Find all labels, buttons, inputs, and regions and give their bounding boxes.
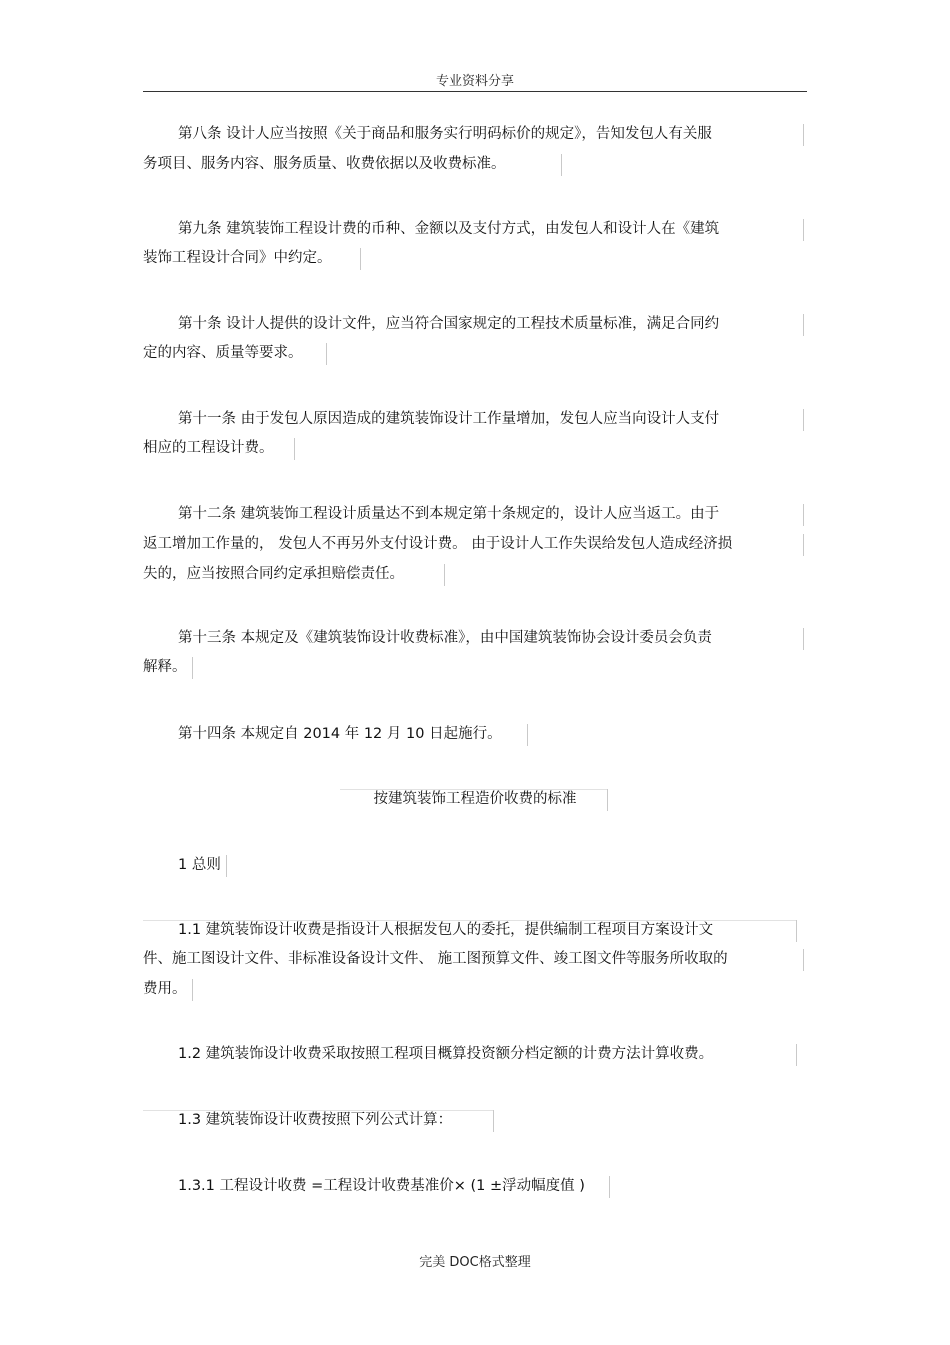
article-14-line-1: 第十四条 本规定自 2014 年 12 月 10 日起施行。 — [178, 726, 502, 742]
section-title: 按建筑装饰工程造价收费的标准 — [373, 791, 577, 807]
scan-artifact — [607, 789, 608, 811]
article-13-line-1: 第十三条 本规定及《建筑装饰设计收费标准》，由中国建筑装饰协会设计委员会负责 — [178, 630, 712, 646]
clause-1-3-line-1: 1.3 建筑装饰设计收费按照下列公式计算： — [178, 1112, 453, 1128]
header-rule — [143, 91, 807, 92]
page-footer: 完美 DOC格式整理 — [419, 1255, 531, 1270]
clause-1-3-1-line-1: 1.3.1 工程设计收费 =工程设计收费基准价× (1 ±浮动幅度值 ) — [178, 1178, 585, 1194]
article-9-line-1: 第九条 建筑装饰工程设计费的币种、金额以及支付方式，由发包人和设计人在《建筑 — [178, 221, 720, 237]
scan-artifact — [326, 343, 327, 365]
clause-1-1-line-2: 件、施工图设计文件、非标准设备设计文件、 施工图预算文件、竣工图文件等服务所收取的 — [143, 951, 728, 967]
section-1-heading: 1 总则 — [178, 857, 221, 873]
article-8-line-2: 务项目、服务内容、服务质量、收费依据以及收费标准。 — [143, 156, 506, 172]
clause-1-1-line-3: 费用。 — [143, 981, 187, 997]
article-11-line-2: 相应的工程设计费。 — [143, 440, 274, 456]
scan-artifact — [360, 248, 361, 270]
scan-artifact — [803, 409, 804, 431]
clause-1-1-line-1: 1.1 建筑装饰设计收费是指设计人根据发包人的委托，提供编制工程项目方案设计文 — [178, 922, 714, 938]
article-8-line-1: 第八条 设计人应当按照《关于商品和服务实行明码标价的规定》，告知发包人有关服 — [178, 126, 712, 142]
page-header: 专业资料分享 — [435, 74, 514, 89]
article-10-line-2: 定的内容、质量等要求。 — [143, 345, 303, 361]
article-9-line-2: 装饰工程设计合同》中约定。 — [143, 250, 332, 266]
scan-artifact — [796, 1044, 797, 1066]
scan-artifact — [803, 219, 804, 241]
scan-artifact — [609, 1176, 610, 1198]
article-11-line-1: 第十一条 由于发包人原因造成的建筑装饰设计工作量增加，发包人应当向设计人支付 — [178, 411, 720, 427]
scan-artifact — [192, 657, 193, 679]
scan-artifact — [796, 920, 797, 942]
article-10-line-1: 第十条 设计人提供的设计文件，应当符合国家规定的工程技术质量标准，满足合同约 — [178, 316, 720, 332]
scan-artifact — [803, 124, 804, 146]
scan-artifact — [294, 438, 295, 460]
clause-1-2-line-1: 1.2 建筑装饰设计收费采取按照工程项目概算投资额分档定额的计费方法计算收费。 — [178, 1046, 714, 1062]
article-12-line-3: 失的，应当按照合同约定承担赔偿责任。 — [143, 566, 404, 582]
scan-artifact — [561, 154, 562, 176]
scan-artifact — [192, 979, 193, 1001]
scan-artifact — [803, 534, 804, 556]
scan-artifact — [803, 949, 804, 971]
scan-artifact — [226, 855, 227, 877]
scan-artifact — [444, 564, 445, 586]
article-12-line-1: 第十二条 建筑装饰工程设计质量达不到本规定第十条规定的，设计人应当返工。由于 — [178, 506, 720, 522]
article-12-line-2: 返工增加工作量的， 发包人不再另外支付设计费。 由于设计人工作失误给发包人造成经济损 — [143, 536, 733, 552]
scan-artifact — [803, 504, 804, 526]
scan-artifact — [803, 628, 804, 650]
scan-artifact — [527, 724, 528, 746]
scan-artifact — [803, 314, 804, 336]
article-13-line-2: 解释。 — [143, 659, 187, 675]
scan-artifact — [493, 1110, 494, 1132]
